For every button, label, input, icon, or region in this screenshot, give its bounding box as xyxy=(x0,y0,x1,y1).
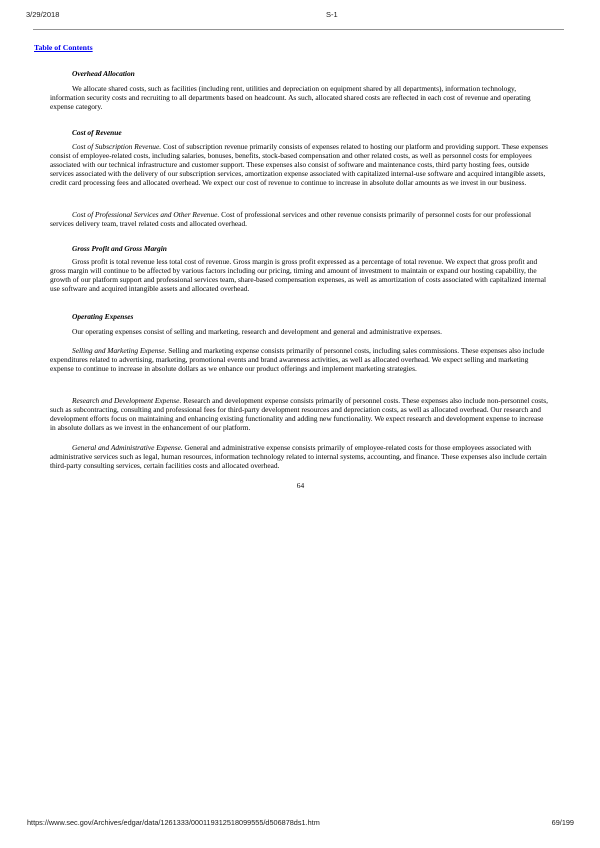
paragraph-selling-and-marketing-expense xyxy=(50,346,551,373)
section-heading-operating-expenses: Operating Expenses xyxy=(72,312,134,321)
paragraph-text: Selling and marketing expense consists primarily of personnel costs, including sales commissions. These expenses also include expenditures related to advertising, marketing, promotional events and brand awareness activities, as well as allocated overhead. We expect selling and marketing expense to continue to increase in absolute dollars as we enhance our product offerings and implement marketing strategies. xyxy=(50,346,545,373)
paragraph-text: Cost of professional services and other revenue consists primarily of personnel costs for our professional services delivery team, travel related costs and allocated overhead. xyxy=(50,210,532,228)
header-divider-line xyxy=(33,29,564,30)
paragraph-cost-of-professional-services xyxy=(50,210,551,228)
section-heading-cost-of-revenue: Cost of Revenue xyxy=(72,128,122,137)
document-page-number: 64 xyxy=(296,481,305,490)
paragraph-lead-in: General and Administrative Expense. xyxy=(72,443,183,452)
print-footer-page-indicator: 69/199 xyxy=(551,818,574,827)
paragraph-lead-in: Cost of Subscription Revenue. xyxy=(72,142,162,151)
paragraph-lead-in: Cost of Professional Services and Other Revenue. xyxy=(72,210,220,219)
print-footer-url: https://www.sec.gov/Archives/edgar/data/1261333/000119312518099555/d506878ds1.htm xyxy=(27,818,320,827)
paragraph-lead-in: Selling and Marketing Expense. xyxy=(72,346,167,355)
paragraph-overhead-allocation xyxy=(50,84,551,111)
paragraph-text: Our operating expenses consist of selling and marketing, research and development and general and administrative expenses. xyxy=(72,327,443,336)
paragraph-gross-profit xyxy=(50,257,551,293)
paragraph-cost-of-subscription-revenue xyxy=(50,142,551,187)
print-header-date: 3/29/2018 xyxy=(26,10,60,19)
table-of-contents-link[interactable]: Table of Contents xyxy=(34,43,93,52)
paragraph-text: We allocate shared costs, such as facilities (including rent, utilities and depreciation on equipment shared by all departments), information technology, information security costs and recruiting to all departments based on headcount. As such, allocated shared costs are reflected in each cost of revenue and operating expense category. xyxy=(50,84,531,111)
paragraph-text: Gross profit is total revenue less total cost of revenue. Gross margin is gross profit expressed as a percentage of total revenue. We expect that gross profit and gross margin will continue to be affected by various factors including our pricing, timing and amount of investment to maintain or expand our hosting capability, the growth of our platform support and professional services team, share-based compensation expenses, as well as amortization of costs associated with capitalized internal use software and acquired intangible assets and allocated overhead. xyxy=(50,257,547,293)
section-heading-gross-profit-and-gross-margin: Gross Profit and Gross Margin xyxy=(72,244,167,253)
paragraph-operating-expenses xyxy=(50,327,551,336)
paragraph-text: Research and development expense consists primarily of personnel costs. These expenses also include non-personnel costs, such as subcontracting, consulting and professional fees for third-party development resources and depreciation costs, as well as allocated overhead. Our research and development efforts focus on maintaining and enhancing existing functionality and adding new functionality. We expect research and development expense to increase in absolute dollars as we invest in the enhancement of our platform. xyxy=(50,396,548,432)
section-heading-overhead-allocation: Overhead Allocation xyxy=(72,69,135,78)
paragraph-general-and-administrative-expense xyxy=(50,443,551,470)
print-header-document-type: S-1 xyxy=(326,10,338,19)
paragraph-text: General and administrative expense consists primarily of employee-related costs for those employees associated with administrative services such as legal, human resources, information technology related to internal systems, accounting, and finance. These expenses also include certain third-party consulting services, certain facilities costs and allocated overhead. xyxy=(50,443,547,470)
paragraph-lead-in: Research and Development Expense. xyxy=(72,396,182,405)
paragraph-text: Cost of subscription revenue primarily consists of expenses related to hosting our platform and providing support. These expenses consist of employee-related costs, including salaries, bonuses, benefits, stock-based compensation and other related costs, as well as personnel costs for employees associated with our technical infrastructure and customer support. These expenses also consist of software and maintenance costs, third party hosting fees, outside services associated with the delivery of our subscription services, amortization expense associated with capitalized internal-use software and acquired intangible assets, credit card processing fees and allocated overhead. We expect our cost of revenue to continue to increase in absolute dollar amounts as we invest in our business. xyxy=(50,142,548,187)
paragraph-research-and-development-expense xyxy=(50,396,551,432)
